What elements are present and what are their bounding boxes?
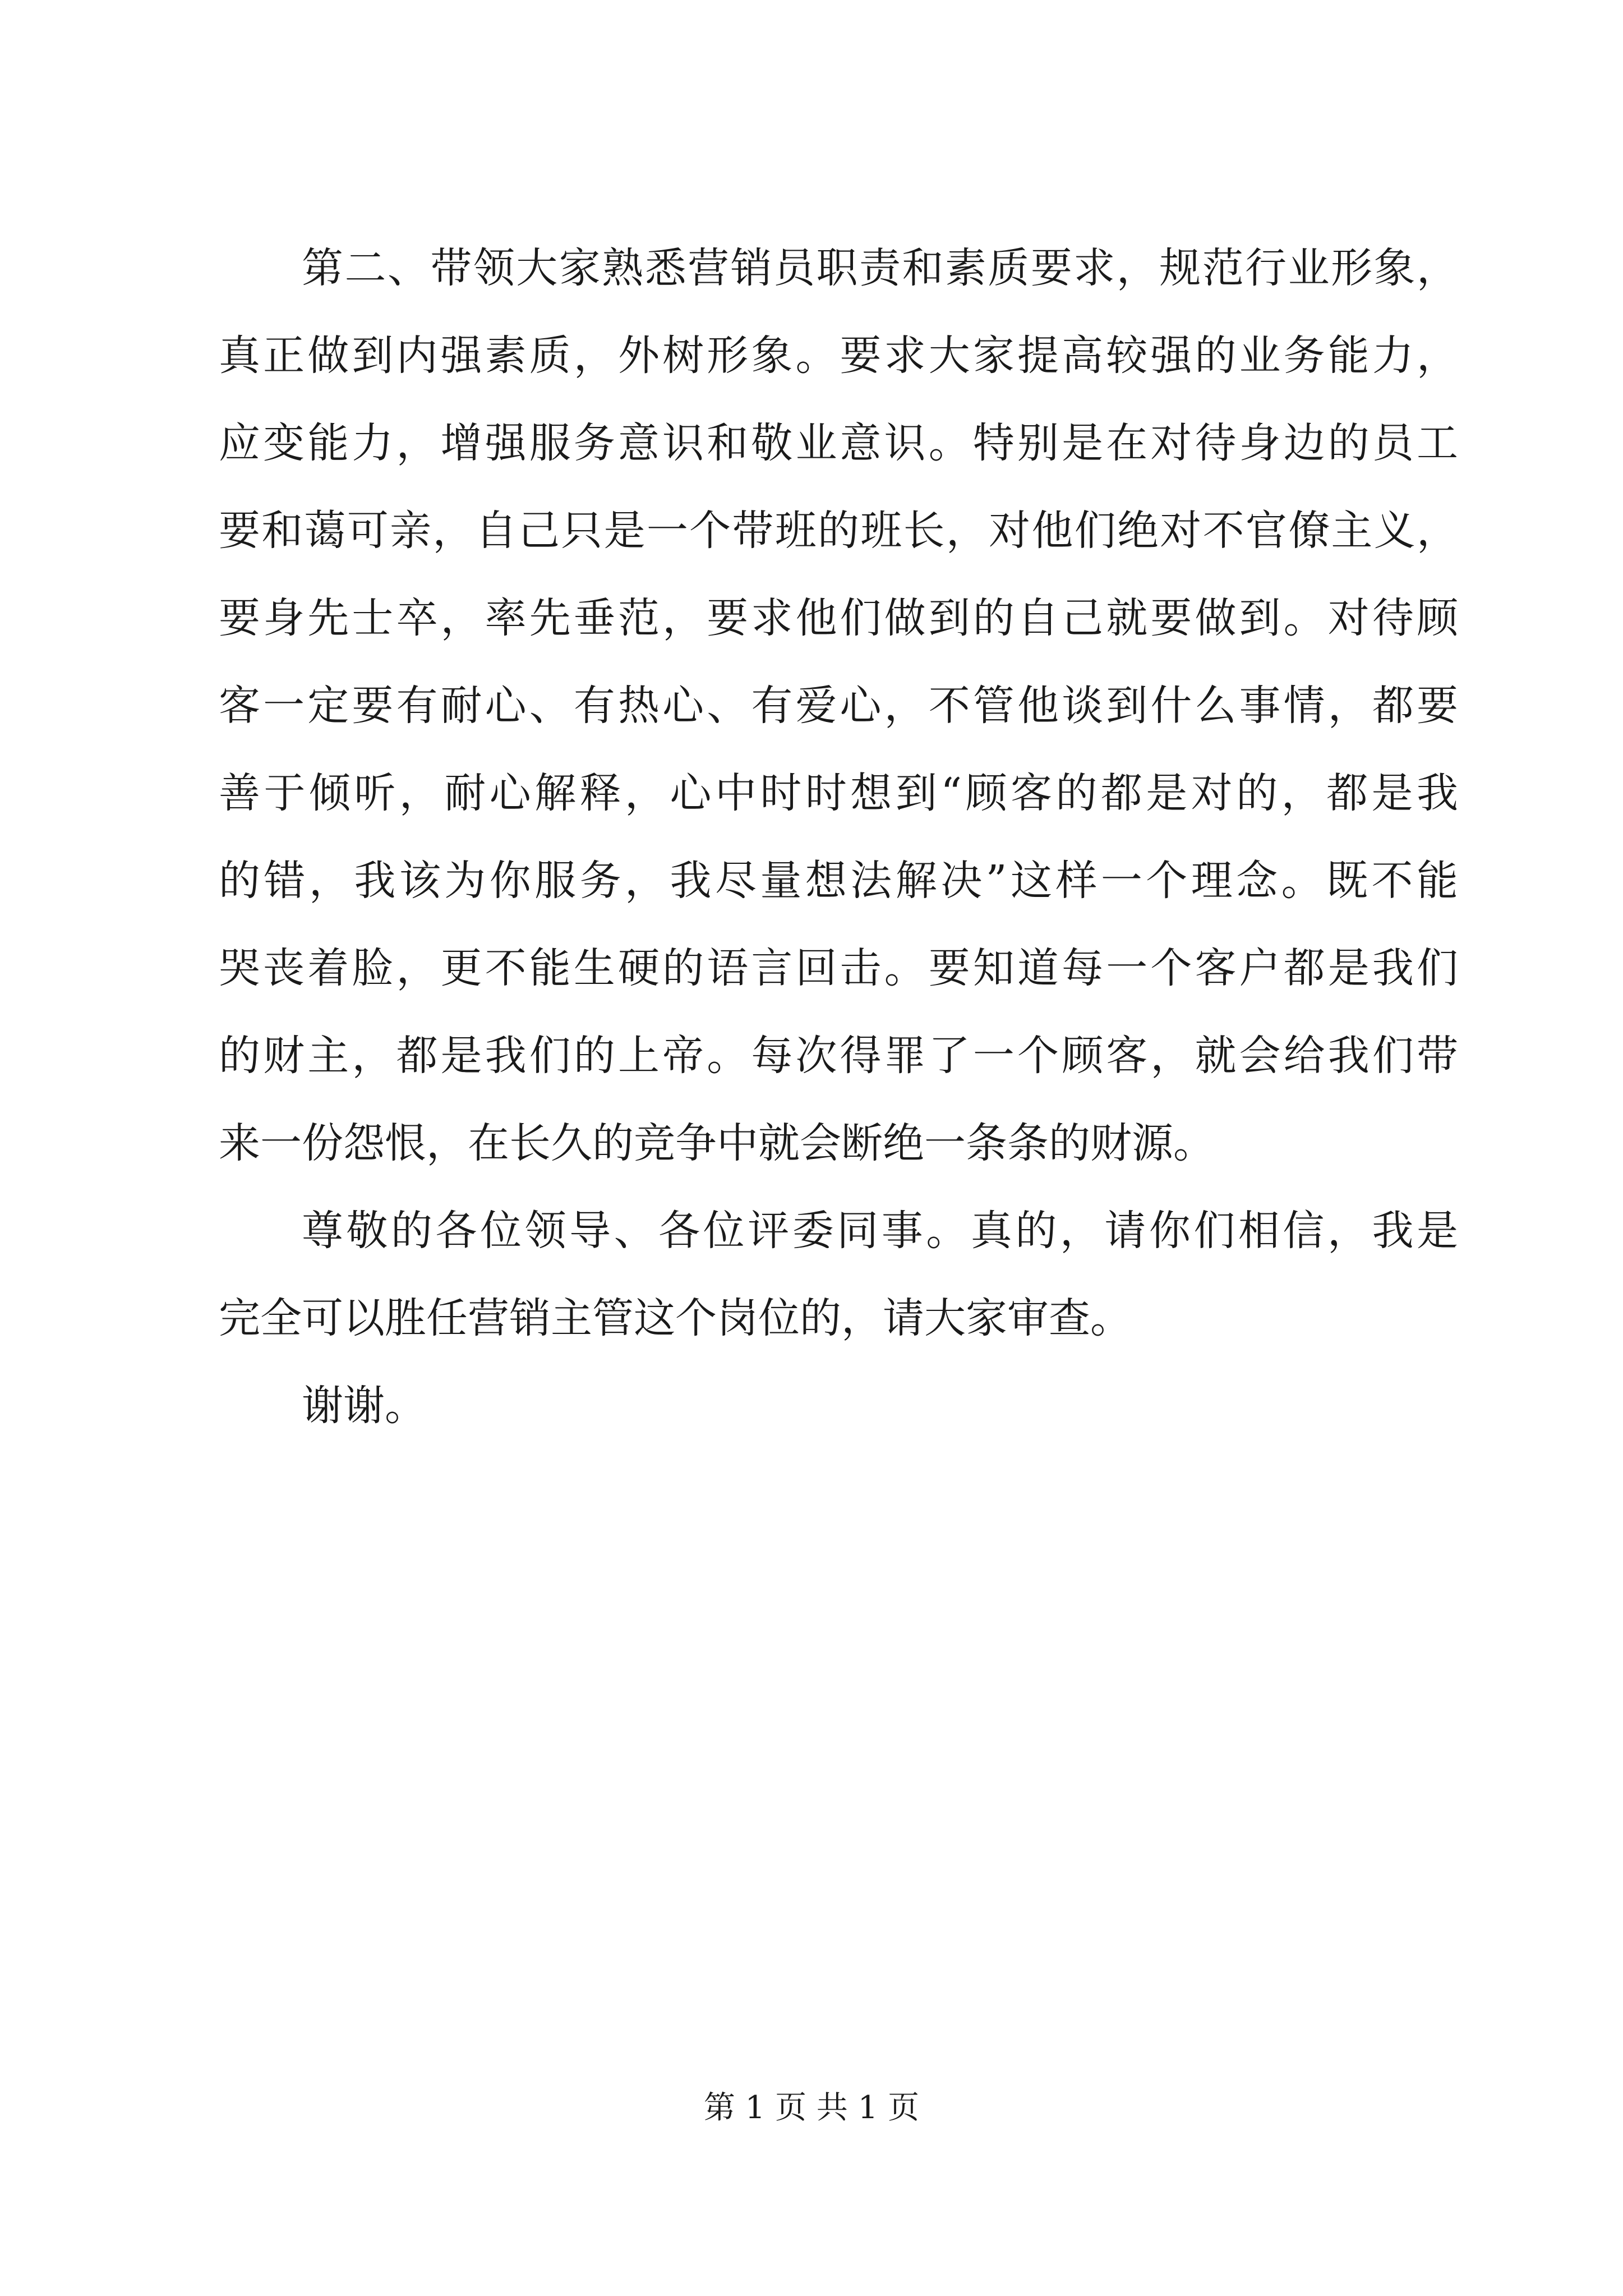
- paragraph-line: 真正做到内强素质，外树形象。要求大家提高较强的业务能力，: [219, 332, 1458, 380]
- paragraph-line: 来一份怨恨，在长久的竞争中就会断绝一条条的财源。: [219, 1119, 1215, 1167]
- paragraph-2: [219, 1187, 1458, 1362]
- paragraph-line: 善于倾听，耐心解释，心中时时想到“顾客的都是对的，都是我: [219, 769, 1458, 817]
- paragraph-line: 要身先士卒，率先垂范，要求他们做到的自己就要做到。对待顾: [219, 594, 1458, 642]
- page-footer: 第 1 页 共 1 页: [703, 2090, 920, 2126]
- paragraph-line: 应变能力，增强服务意识和敬业意识。特别是在对待身边的员工: [219, 419, 1458, 467]
- paragraph-3: [219, 1362, 1458, 1450]
- paragraph-line: 哭丧着脸，更不能生硬的语言回击。要知道每一个客户都是我们: [219, 944, 1458, 992]
- paragraph-line: 第二、带领大家熟悉营销员职责和素质要求，规范行业形象，: [302, 244, 1458, 292]
- paragraph-line: 尊敬的各位领导、各位评委同事。真的，请你们相信，我是: [302, 1207, 1458, 1255]
- paragraph-line: 谢谢。: [302, 1382, 426, 1430]
- document-body: [219, 224, 1458, 1450]
- paragraph-line: 完全可以胜任营销主管这个岗位的，请大家审查。: [219, 1294, 1132, 1342]
- paragraph-line: 客一定要有耐心、有热心、有爱心，不管他谈到什么事情，都要: [219, 682, 1458, 730]
- paragraph-1: [219, 224, 1458, 1187]
- paragraph-line: 要和蔼可亲，自己只是一个带班的班长，对他们绝对不官僚主义，: [219, 507, 1458, 555]
- paragraph-line: 的错，我该为你服务，我尽量想法解决”这样一个理念。既不能: [219, 857, 1458, 905]
- paragraph-line: 的财主，都是我们的上帝。每次得罪了一个顾客，就会给我们带: [219, 1032, 1458, 1080]
